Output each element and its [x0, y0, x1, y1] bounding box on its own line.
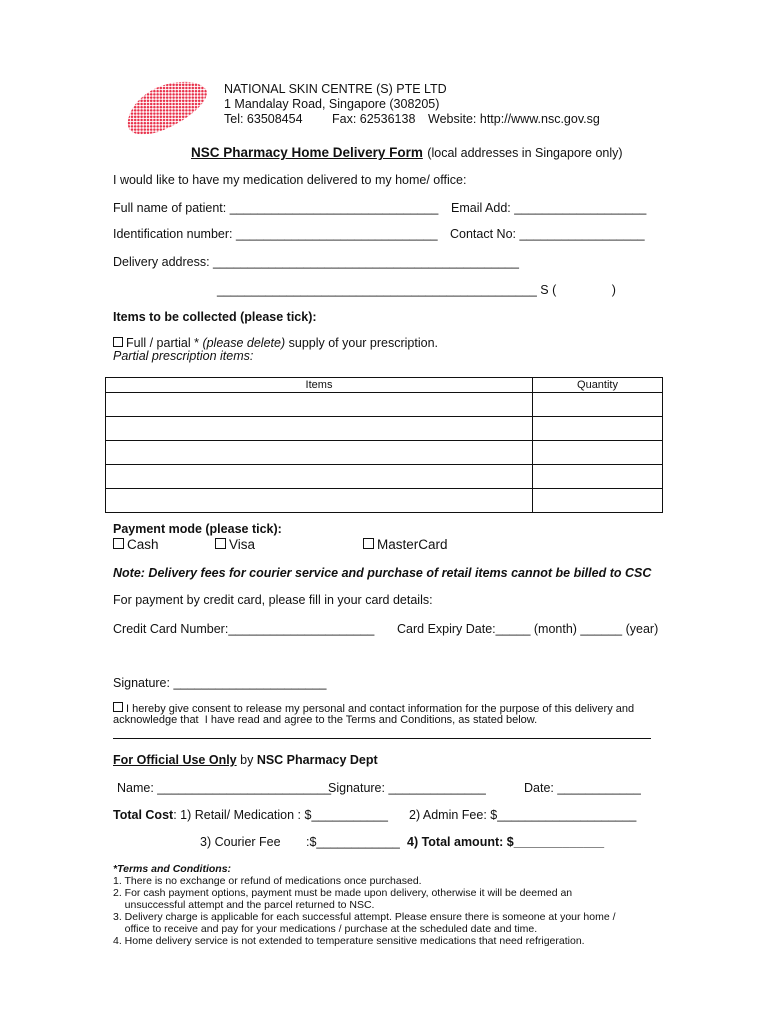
visa-checkbox[interactable]	[215, 538, 226, 549]
delivery-address-field[interactable]: Delivery address: ____________________________________________	[113, 255, 519, 269]
org-name: NATIONAL SKIN CENTRE (S) PTE LTD	[224, 82, 447, 96]
quantity-cell[interactable]	[533, 441, 663, 465]
consent-text-1: I hereby give consent to release my personal and contact information for the purpose of this delivery and	[126, 703, 635, 715]
item-cell[interactable]	[106, 393, 533, 417]
official-heading-main: For Official Use Only	[113, 753, 237, 767]
retail-field[interactable]: : 1) Retail/ Medication : $___________	[173, 808, 388, 822]
table-row	[106, 393, 663, 417]
official-heading-dept: NSC Pharmacy Dept	[256, 753, 378, 767]
official-heading-by: by	[240, 753, 254, 767]
org-tel: Tel: 63508454	[224, 112, 303, 126]
total-amount-field[interactable]: 4) Total amount: $_____________	[407, 835, 605, 849]
official-signature-field[interactable]: Signature: ______________	[328, 781, 486, 795]
nsc-logo	[124, 80, 210, 136]
mastercard-label: MasterCard	[377, 537, 448, 552]
payment-heading: Payment mode (please tick):	[113, 522, 282, 536]
partial-items-label: Partial prescription items:	[113, 349, 254, 363]
items-table	[105, 377, 663, 513]
courier-fee-label: 3) Courier Fee	[200, 835, 281, 849]
courier-fee-field[interactable]: :$____________	[306, 835, 400, 849]
mastercard-checkbox[interactable]	[363, 538, 374, 549]
official-date-field[interactable]: Date: ____________	[524, 781, 641, 795]
supply-delete-note: (please delete)	[202, 336, 286, 350]
form-title-sub: (local addresses in Singapore only)	[427, 146, 623, 160]
org-address: 1 Mandalay Road, Singapore (308205)	[224, 97, 440, 111]
org-fax: Fax: 62536138	[332, 112, 416, 126]
form-title	[191, 144, 623, 162]
supply-checkbox[interactable]	[113, 337, 123, 347]
item-cell[interactable]	[106, 465, 533, 489]
consent-line2: acknowledge that I have read and agree to the Terms and Conditions, as stated below.	[113, 714, 538, 726]
card-intro: For payment by credit card, please fill in your card details:	[113, 593, 433, 607]
quantity-cell[interactable]	[533, 489, 663, 513]
quantity-cell[interactable]	[533, 393, 663, 417]
card-expiry-field[interactable]: Card Expiry Date:_____ (month) ______ (year)	[397, 622, 659, 636]
item-cell[interactable]	[106, 417, 533, 441]
table-row	[106, 465, 663, 489]
consent-checkbox[interactable]	[113, 702, 123, 712]
table-row	[106, 441, 663, 465]
items-heading: Items to be collected (please tick):	[113, 310, 317, 324]
terms-heading: *Terms and Conditions:	[113, 863, 232, 875]
quantity-cell[interactable]	[533, 417, 663, 441]
items-column-header: Items	[106, 378, 533, 393]
delivery-fee-note: Note: Delivery fees for courier service and purchase of retail items cannot be billed to CSC	[113, 566, 652, 580]
supply-post: supply of your prescription.	[288, 336, 439, 350]
item-cell[interactable]	[106, 489, 533, 513]
payment-cash-option[interactable]	[113, 537, 159, 552]
email-field[interactable]: Email Add: ___________________	[451, 201, 647, 215]
supply-option[interactable]	[113, 336, 438, 350]
official-name-field[interactable]: Name: _________________________	[117, 781, 332, 795]
table-row	[106, 489, 663, 513]
org-website: Website: http://www.nsc.gov.sg	[428, 112, 600, 126]
cash-checkbox[interactable]	[113, 538, 124, 549]
signature-field[interactable]: Signature: ______________________	[113, 676, 327, 690]
total-cost-label: Total Cost	[113, 808, 174, 822]
terms-line: 4. Home delivery service is not extended to temperature sensitive medications that need refrigeration.	[113, 935, 585, 947]
cash-label: Cash	[127, 537, 159, 552]
visa-label: Visa	[229, 537, 256, 552]
id-number-field[interactable]: Identification number: _____________________________	[113, 227, 438, 241]
card-number-field[interactable]: Credit Card Number:_____________________	[113, 622, 375, 636]
terms-line: 3. Delivery charge is applicable for each successful attempt. Please ensure there is someone at your home /	[113, 911, 616, 923]
payment-visa-option[interactable]	[215, 537, 255, 552]
form-title-main: NSC Pharmacy Home Delivery Form	[191, 145, 423, 160]
intro-text: I would like to have my medication delivered to my home/ office:	[113, 173, 467, 187]
quantity-cell[interactable]	[533, 465, 663, 489]
table-row	[106, 417, 663, 441]
payment-mastercard-option[interactable]	[363, 537, 448, 552]
address-line2-field[interactable]: ______________________________________________ S ( )	[217, 283, 616, 297]
terms-line: 2. For cash payment options, payment must be made upon delivery, otherwise it will be deemed an	[113, 887, 573, 899]
admin-fee-field[interactable]: 2) Admin Fee: $____________________	[409, 808, 637, 822]
quantity-column-header: Quantity	[533, 378, 663, 393]
item-cell[interactable]	[106, 441, 533, 465]
terms-line: 1. There is no exchange or refund of medications once purchased.	[113, 875, 422, 887]
total-cost-row	[113, 808, 388, 822]
terms-line: office to receive and pay for your medications / purchase at the scheduled date and time.	[113, 923, 538, 935]
full-name-field[interactable]: Full name of patient: ______________________________	[113, 201, 439, 215]
terms-line: unsuccessful attempt and the parcel returned to NSC.	[113, 899, 375, 911]
section-divider	[113, 738, 651, 739]
contact-field[interactable]: Contact No: __________________	[450, 227, 645, 241]
supply-pre: Full / partial *	[126, 336, 199, 350]
official-heading	[113, 753, 378, 767]
